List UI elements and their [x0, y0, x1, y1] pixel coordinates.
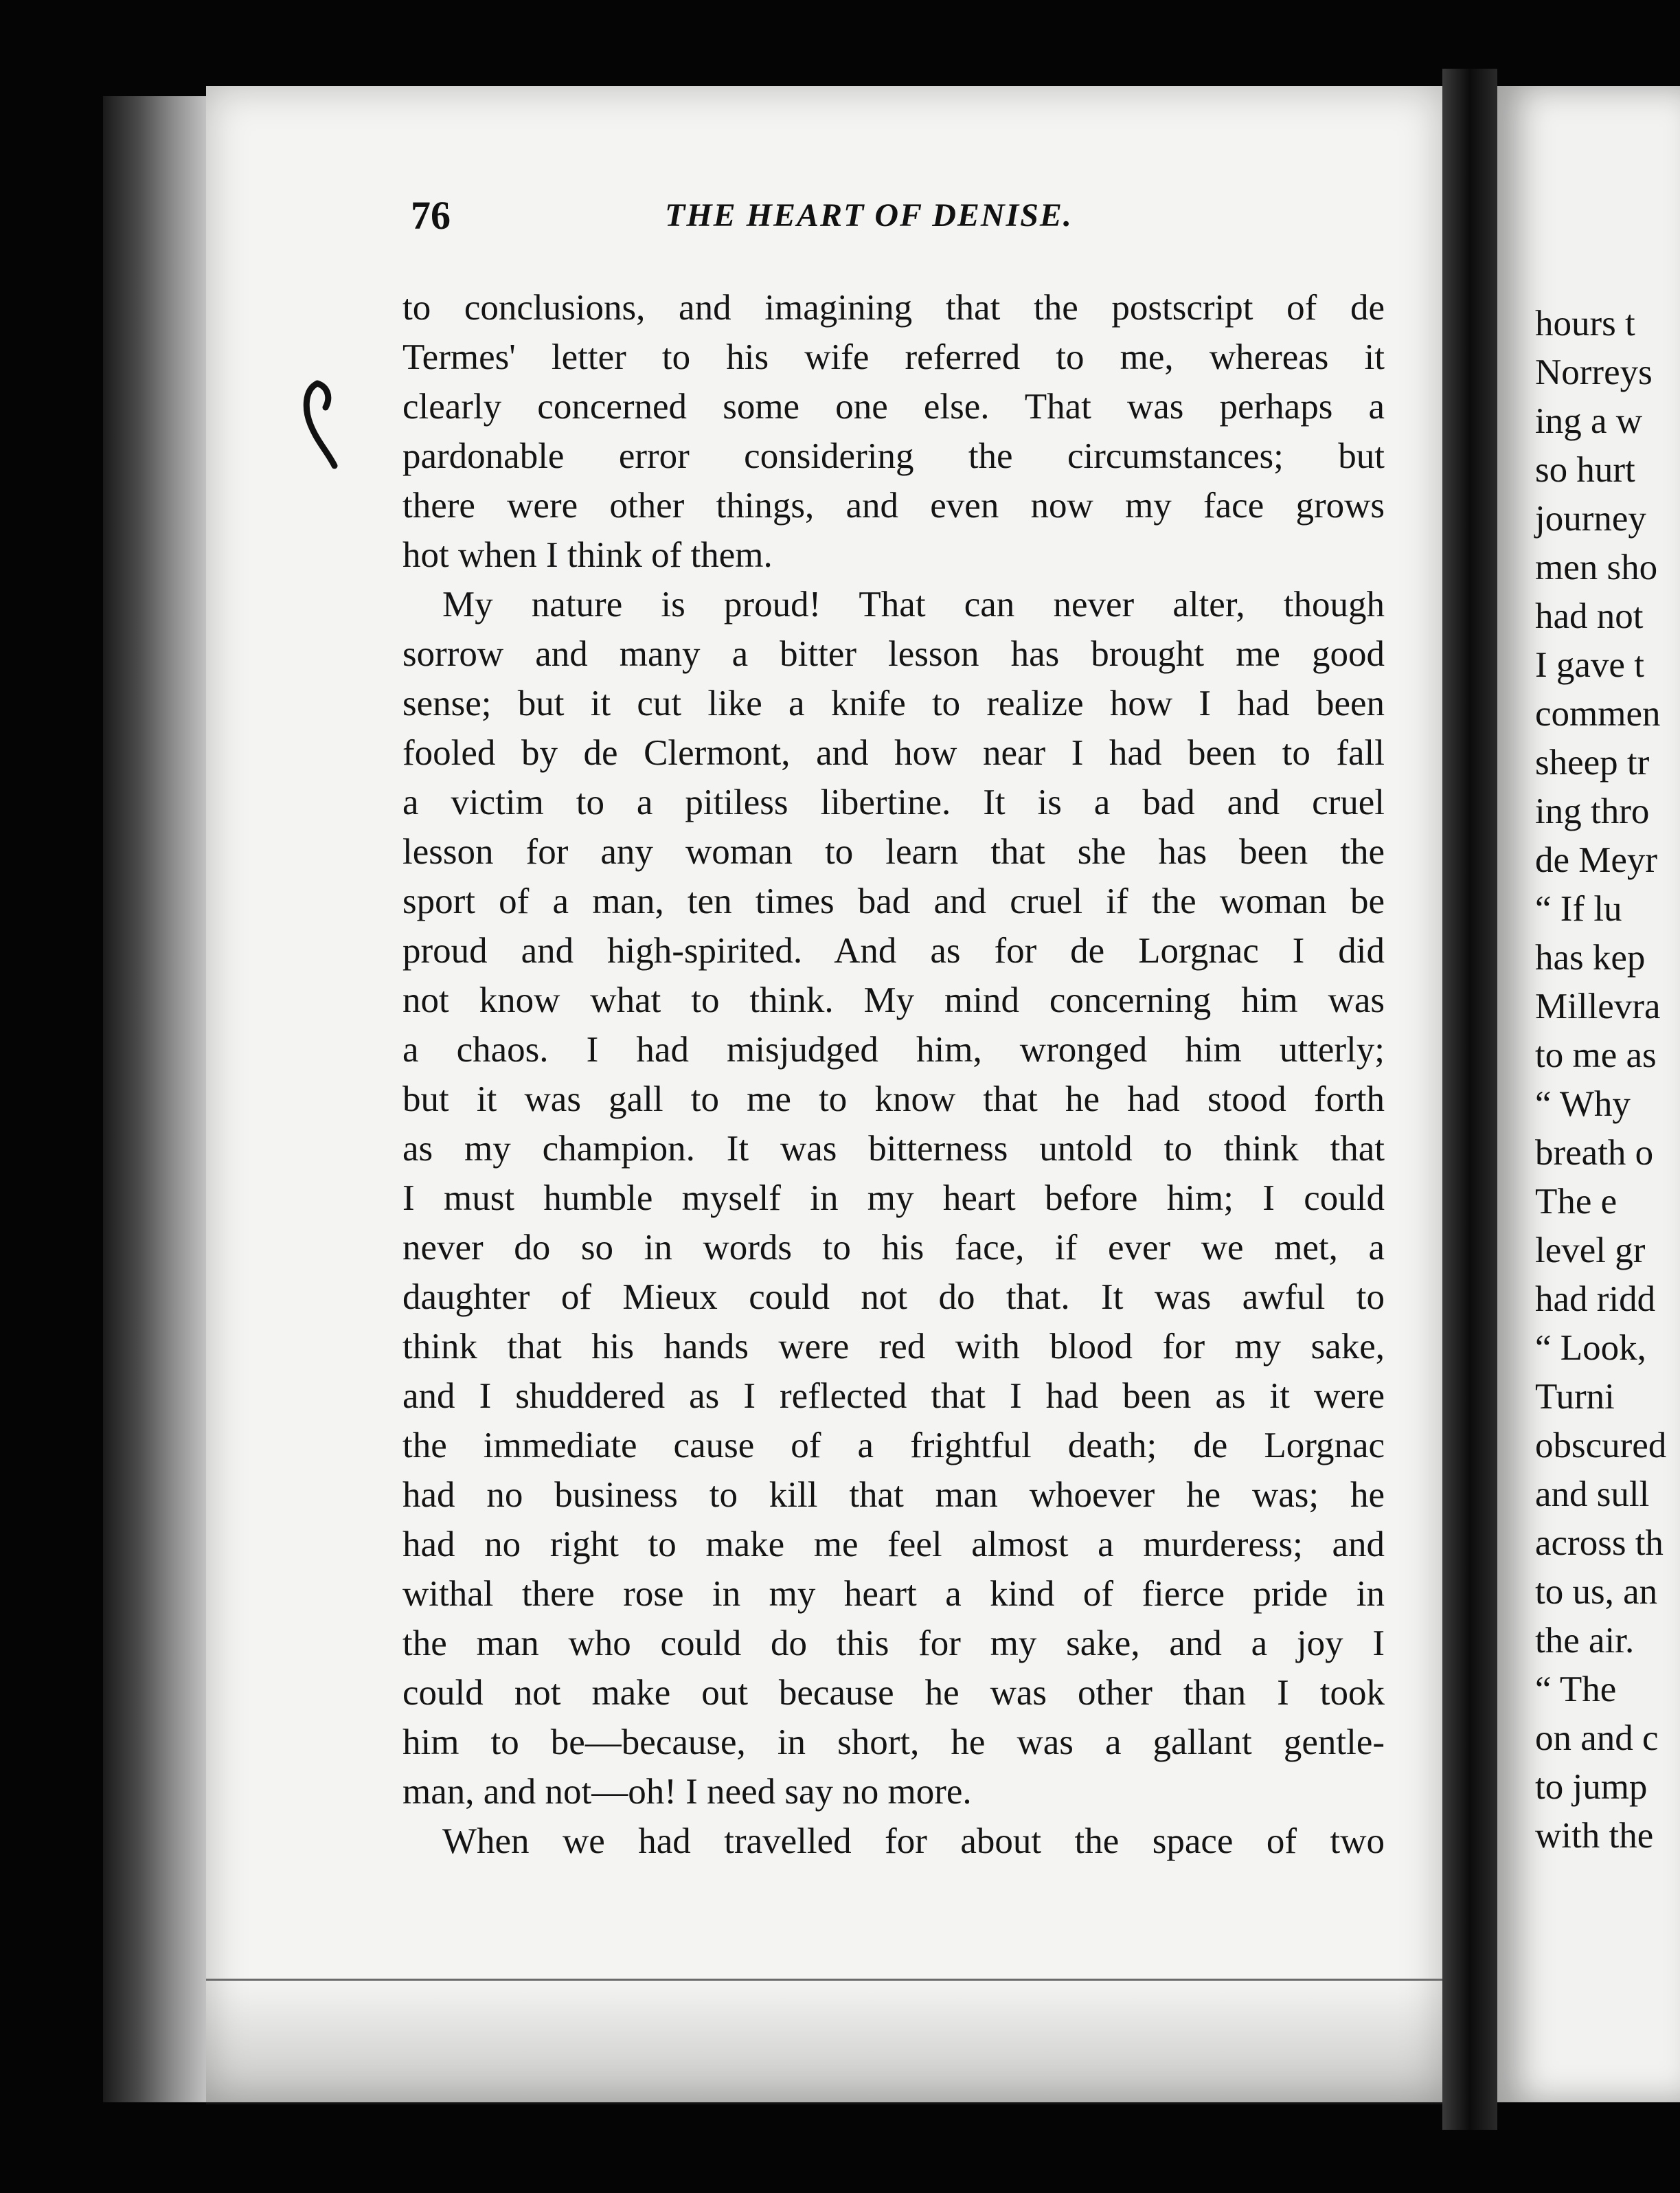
fragment-line: ing thro [1535, 791, 1650, 831]
fragment-line: Norreys [1535, 352, 1653, 392]
text-line: sense; but it cut like a knife to realize how I had been [402, 684, 1385, 723]
text-line: withal there rose in my heart a kind of fierce pride in [402, 1574, 1385, 1614]
handwritten-margin-mark [297, 376, 345, 473]
text-line: the immediate cause of a frightful death; de Lorgnac [402, 1426, 1385, 1465]
page-header [411, 192, 1386, 247]
text-line: hot when I think of them. [402, 535, 773, 575]
fragment-line: hours t [1535, 304, 1635, 344]
fragment-line: has kep [1535, 938, 1646, 978]
text-line: Termes' letter to his wife referred to me, whereas it [402, 337, 1385, 377]
fragment-line: “ The [1535, 1669, 1617, 1709]
text-line: proud and high-spirited. And as for de Lorgnac I did [402, 931, 1385, 971]
running-title: THE HEART OF DENISE. [665, 197, 1073, 234]
fragment-line: and sull [1535, 1474, 1650, 1514]
text-line: When we had travelled for about the space of two [442, 1821, 1385, 1861]
fragment-line: had not [1535, 596, 1644, 636]
text-line: but it was gall to me to know that he had stood forth [402, 1079, 1385, 1119]
text-line: My nature is proud! That can never alter, though [442, 585, 1385, 625]
text-line: man, and not—oh! I need say no more. [402, 1772, 972, 1812]
body-text [402, 283, 1385, 1866]
fragment-line: on and c [1535, 1718, 1659, 1758]
fragment-line: with the [1535, 1816, 1654, 1856]
fragment-line: across th [1535, 1523, 1664, 1563]
fragment-line: The e [1535, 1182, 1617, 1222]
fragment-line: journey [1535, 499, 1646, 539]
page-number: 76 [411, 193, 451, 238]
text-line: clearly concerned some one else. That was perhaps a [402, 387, 1385, 427]
fragment-line: so hurt [1535, 450, 1635, 490]
fragment-line: “ If lu [1535, 889, 1622, 929]
fragment-line: I gave t [1535, 645, 1644, 685]
text-line: had no right to make me feel almost a murderess; and [402, 1525, 1385, 1564]
binding-gutter-shadow [103, 96, 220, 2102]
text-line: a chaos. I had misjudged him, wronged him utterly; [402, 1030, 1385, 1070]
text-line: could not make out because he was other than I took [402, 1673, 1385, 1713]
fragment-line: the air. [1535, 1621, 1635, 1661]
book-spine [1442, 69, 1497, 2130]
fragment-line: ing a w [1535, 401, 1643, 441]
fragment-line: level gr [1535, 1230, 1646, 1270]
text-line: the man who could do this for my sake, and a joy I [402, 1623, 1385, 1663]
bottom-page-margin [206, 1979, 1442, 2104]
text-line: sport of a man, ten times bad and cruel if the woman be [402, 881, 1385, 921]
fragment-line: to us, an [1535, 1572, 1658, 1612]
text-line: never do so in words to his face, if ever we met, a [402, 1228, 1385, 1268]
fragment-line: “ Why [1535, 1084, 1631, 1124]
text-line: I must humble myself in my heart before him; I could [402, 1178, 1385, 1218]
fragment-line: to me as [1535, 1035, 1657, 1075]
text-line: think that his hands were red with blood for my sake, [402, 1327, 1385, 1367]
fragment-line: sheep tr [1535, 743, 1650, 783]
text-line: there were other things, and even now my face grows [402, 486, 1385, 526]
text-line: lesson for any woman to learn that she has been the [402, 832, 1385, 872]
fragment-line: obscured [1535, 1426, 1667, 1465]
fragment-line: men sho [1535, 548, 1658, 587]
text-line: fooled by de Clermont, and how near I had been to fall [402, 733, 1385, 773]
fragment-line: de Meyr [1535, 840, 1658, 880]
text-line: pardonable error considering the circumstances; but [402, 436, 1385, 476]
text-line: had no business to kill that man whoever he was; he [402, 1475, 1385, 1515]
text-line: as my champion. It was bitterness untold to think that [402, 1129, 1385, 1169]
text-line: and I shuddered as I reflected that I had been as it were [402, 1376, 1385, 1416]
fragment-line: had ridd [1535, 1279, 1656, 1319]
fragment-line: commen [1535, 694, 1661, 734]
text-line: sorrow and many a bitter lesson has brought me good [402, 634, 1385, 674]
fragment-line: Turni [1535, 1377, 1615, 1417]
text-line: to conclusions, and imagining that the postscript of de [402, 288, 1385, 328]
text-line: a victim to a pitiless libertine. It is a bad and cruel [402, 783, 1385, 822]
text-line: him to be—because, in short, he was a gallant gentle- [402, 1722, 1385, 1762]
fragment-line: to jump [1535, 1767, 1648, 1807]
text-line: daughter of Mieux could not do that. It was awful to [402, 1277, 1385, 1317]
right-page-text-fragments [1535, 300, 1666, 1860]
fragment-line: Millevra [1535, 987, 1661, 1026]
fragment-line: “ Look, [1535, 1328, 1646, 1368]
fragment-line: breath o [1535, 1133, 1654, 1173]
text-line: not know what to think. My mind concerning him was [402, 980, 1385, 1020]
